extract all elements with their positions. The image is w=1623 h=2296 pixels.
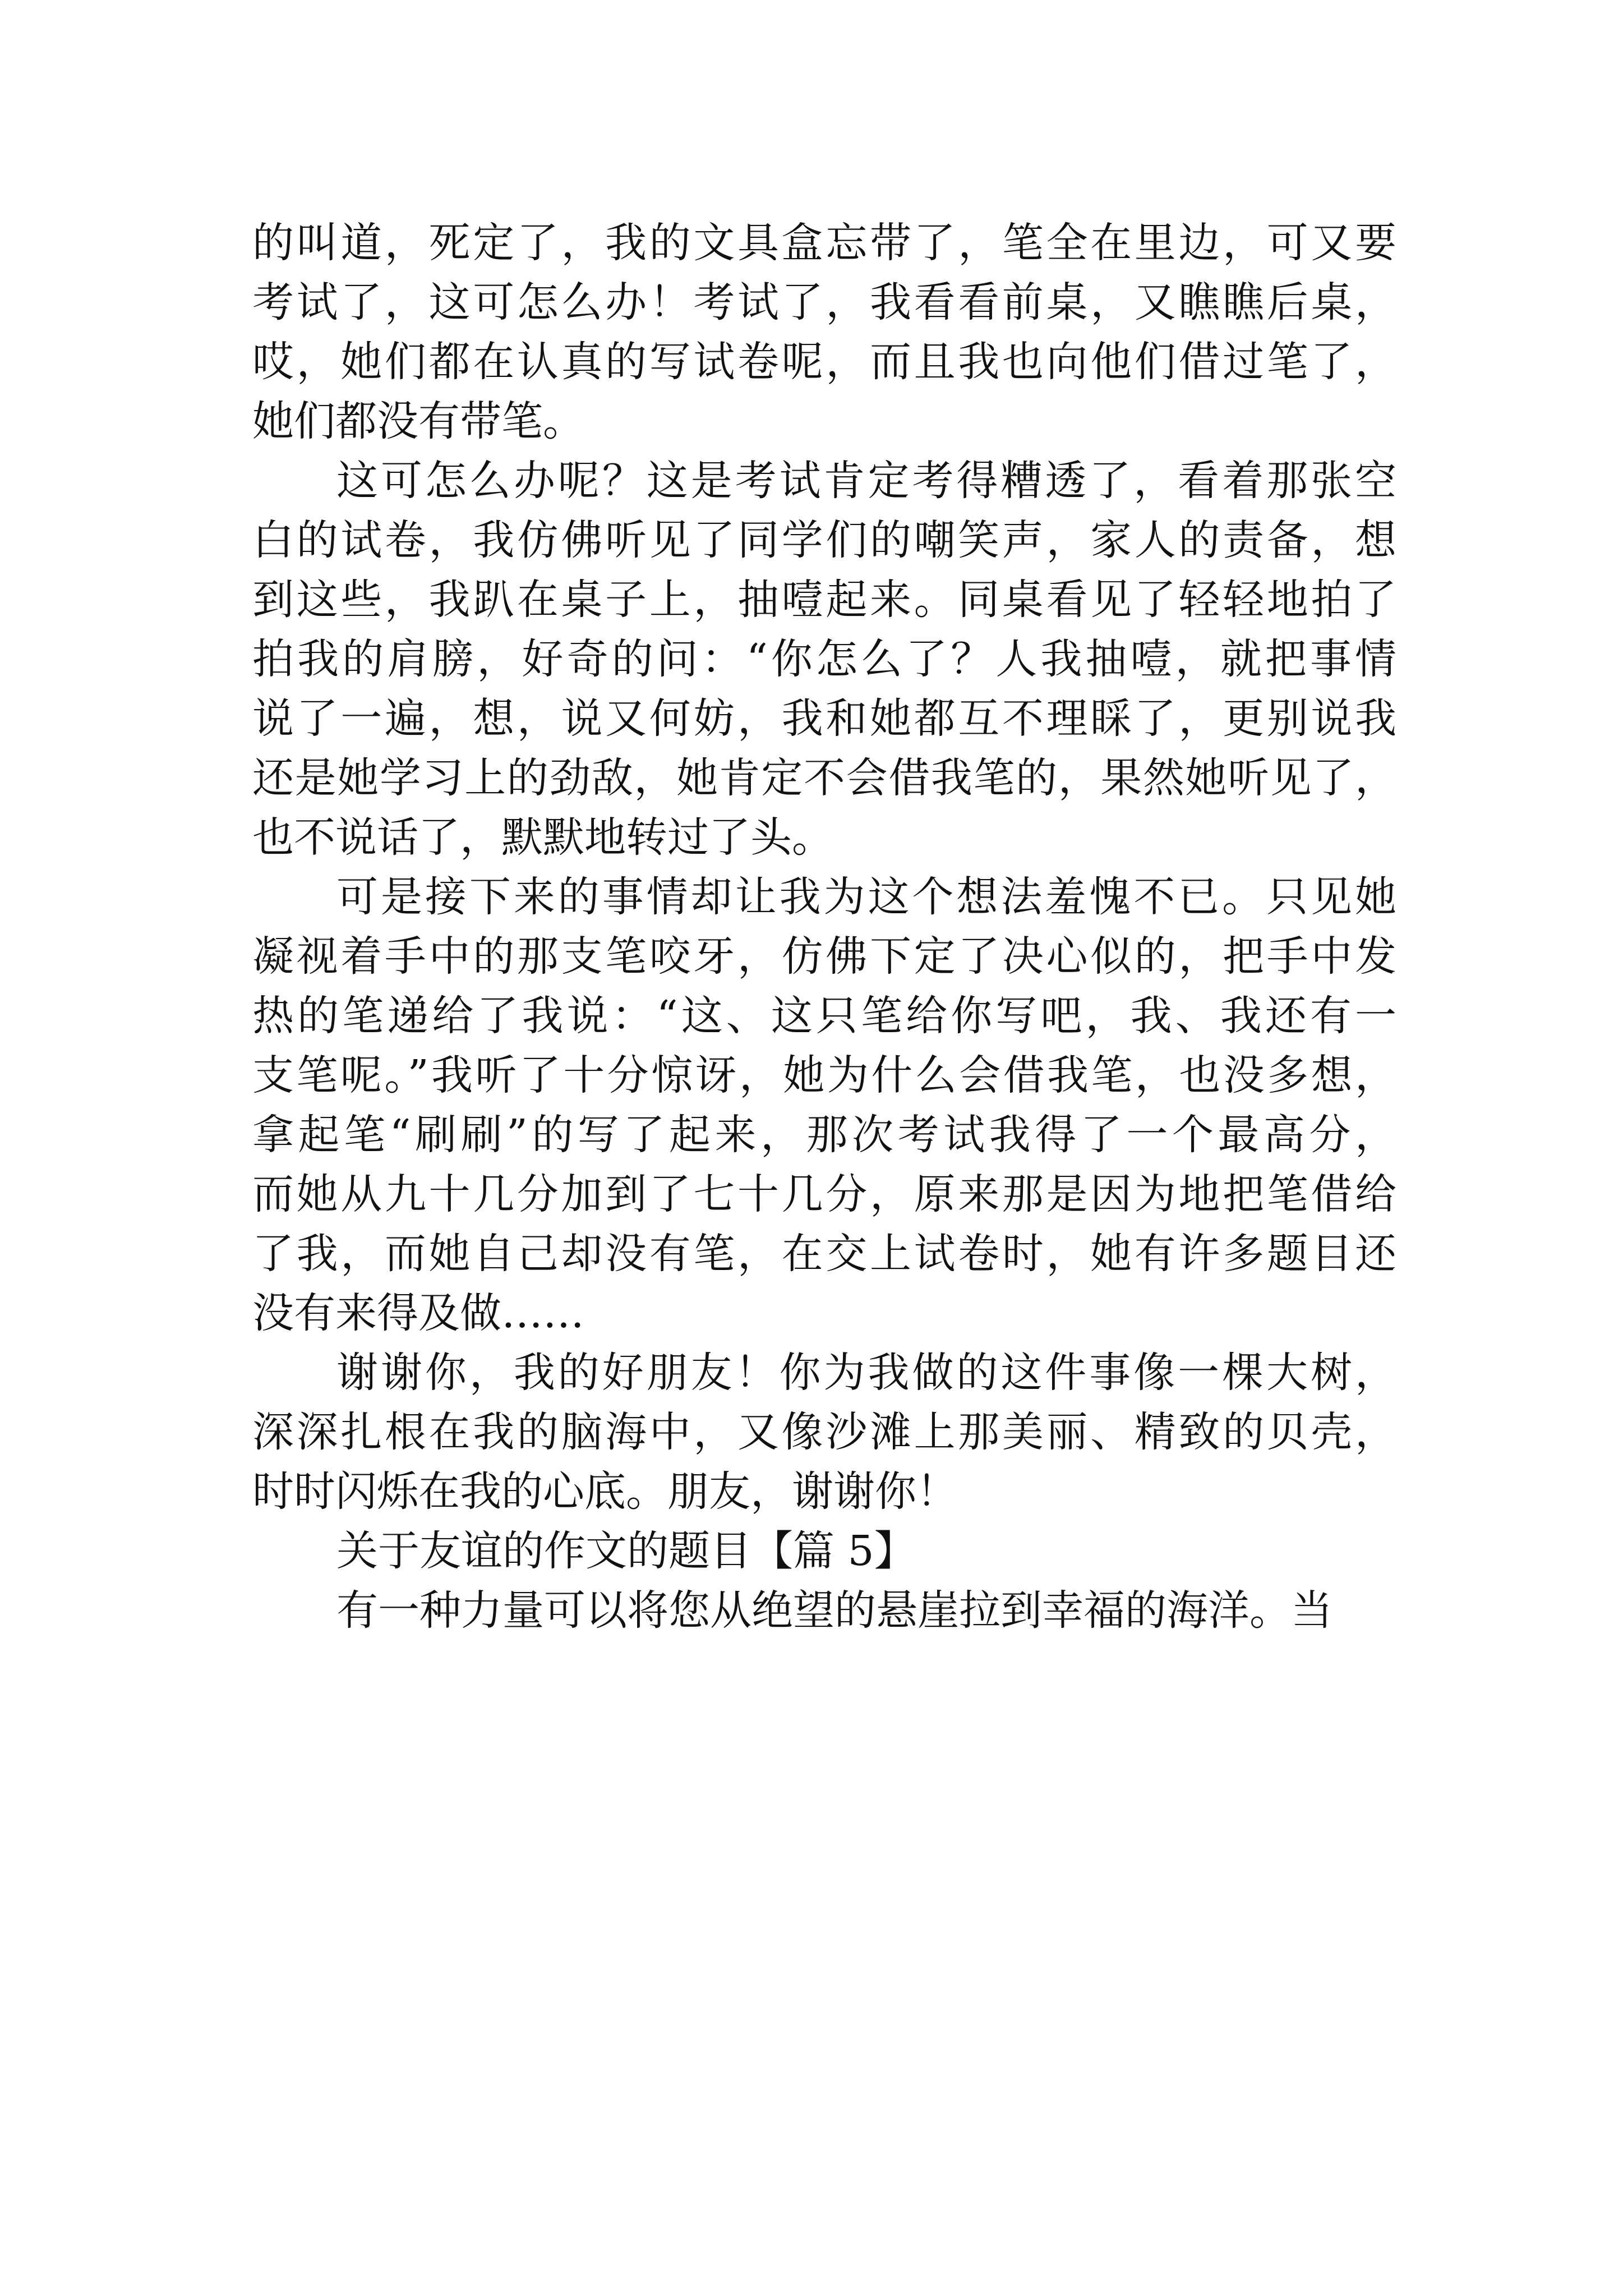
text-line: 她们都没有带笔。	[252, 397, 584, 445]
text-line: 拿起笔“刷刷”的写了起来，那次考试我得了一个最高分，	[252, 1111, 1396, 1159]
text-line: 哎，她们都在认真的写试卷呢，而且我也向他们借过笔了，	[252, 338, 1396, 386]
text-line: 拍我的肩膀，好奇的问：“你怎么了？人我抽噎，就把事情	[252, 635, 1396, 683]
document-body	[252, 213, 1396, 1640]
text-line: 深深扎根在我的脑海中，又像沙滩上那美丽、精致的贝壳，	[252, 1408, 1396, 1456]
text-line: 而她从九十几分加到了七十几分，原来那是因为地把笔借给	[252, 1170, 1396, 1218]
text-line: 热的笔递给了我说：“这、这只笔给你写吧，我、我还有一	[252, 992, 1396, 1040]
text-line: 谢谢你，我的好朋友！你为我做的这件事像一棵大树，	[336, 1349, 1396, 1397]
text-line: 还是她学习上的劲敌，她肯定不会借我笔的，果然她听见了，	[252, 754, 1396, 802]
text-line: 也不说话了，默默地转过了头。	[252, 813, 833, 862]
text-line: 这可怎么办呢？这是考试肯定考得糟透了，看着那张空	[336, 457, 1396, 505]
text-line: 凝视着手中的那支笔咬牙，仿佛下定了决心似的，把手中发	[252, 932, 1396, 981]
text-line: 到这些，我趴在桌子上，抽噎起来。同桌看见了轻轻地拍了	[252, 576, 1396, 624]
text-line: 可是接下来的事情却让我为这个想法羞愧不已。只见她	[336, 873, 1396, 921]
text-line: 没有来得及做……	[252, 1289, 584, 1337]
text-line: 支笔呢。”我听了十分惊讶，她为什么会借我笔，也没多想，	[252, 1051, 1396, 1099]
text-line: 说了一遍，想，说又何妨，我和她都互不理睬了，更别说我	[252, 694, 1396, 743]
text-line: 白的试卷，我仿佛听见了同学们的嘲笑声，家人的责备，想	[252, 516, 1396, 564]
text-line: 考试了，这可怎么办！考试了，我看看前桌，又瞧瞧后桌，	[252, 278, 1396, 326]
section-heading: 关于友谊的作文的题目【篇 5】	[336, 1527, 916, 1575]
text-line: 了我，而她自己却没有笔，在交上试卷时，她有许多题目还	[252, 1230, 1396, 1278]
text-line: 的叫道，死定了，我的文具盒忘带了，笔全在里边，可又要	[252, 219, 1396, 267]
text-line: 有一种力量可以将您从绝望的悬崖拉到幸福的海洋。当	[336, 1586, 1332, 1635]
text-line: 时时闪烁在我的心底。朋友，谢谢你！	[252, 1467, 958, 1516]
